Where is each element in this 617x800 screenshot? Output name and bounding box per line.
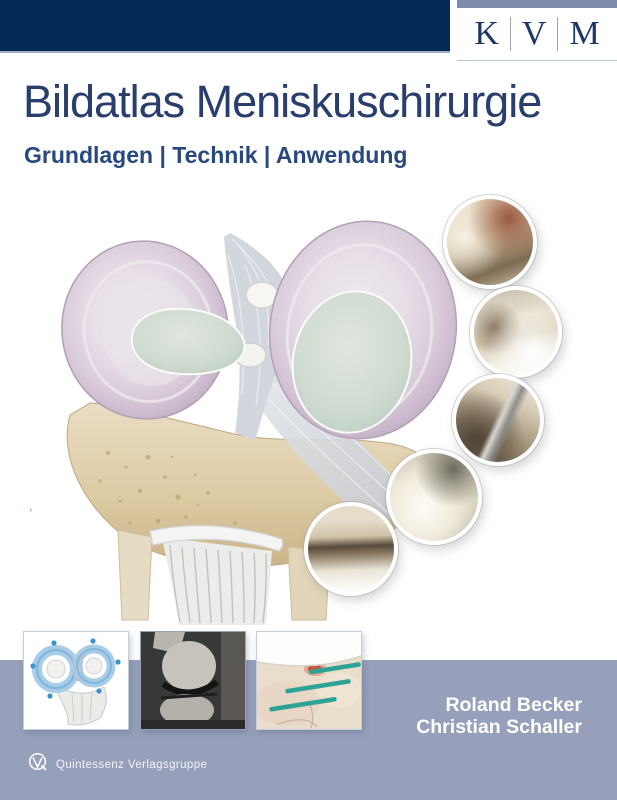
book-subtitle: Grundlagen | Technik | Anwendung <box>24 142 408 168</box>
header-navy-bar <box>0 0 450 53</box>
kvm-letter-m: M <box>569 15 600 52</box>
authors-block <box>416 694 582 738</box>
arthroscopy-photo-2 <box>470 286 562 378</box>
thumbnail-meniscus-diagram <box>23 631 129 730</box>
arthroscopy-photo-5 <box>304 502 398 596</box>
kvm-letter-v: V <box>510 17 559 51</box>
arthroscopy-photo-4 <box>386 449 482 545</box>
kvm-letter-k: K <box>474 15 499 52</box>
publisher-block <box>28 752 207 777</box>
author-2: Christian Schaller <box>416 716 582 738</box>
author-1: Roland Becker <box>445 694 582 716</box>
thumbnail-knee-mri <box>140 631 246 730</box>
book-title: Bildatlas Meniskuschirurgie <box>23 76 542 127</box>
publisher-name: Quintessenz Verlagsgruppe <box>56 758 208 771</box>
quintessenz-logo-icon <box>28 752 48 777</box>
thumbnail-surgical-photo <box>256 631 362 730</box>
arthroscopy-photo-3 <box>452 374 544 466</box>
arthroscopy-photo-1 <box>443 195 537 289</box>
header-strip <box>457 0 617 8</box>
kvm-logo <box>457 8 617 61</box>
